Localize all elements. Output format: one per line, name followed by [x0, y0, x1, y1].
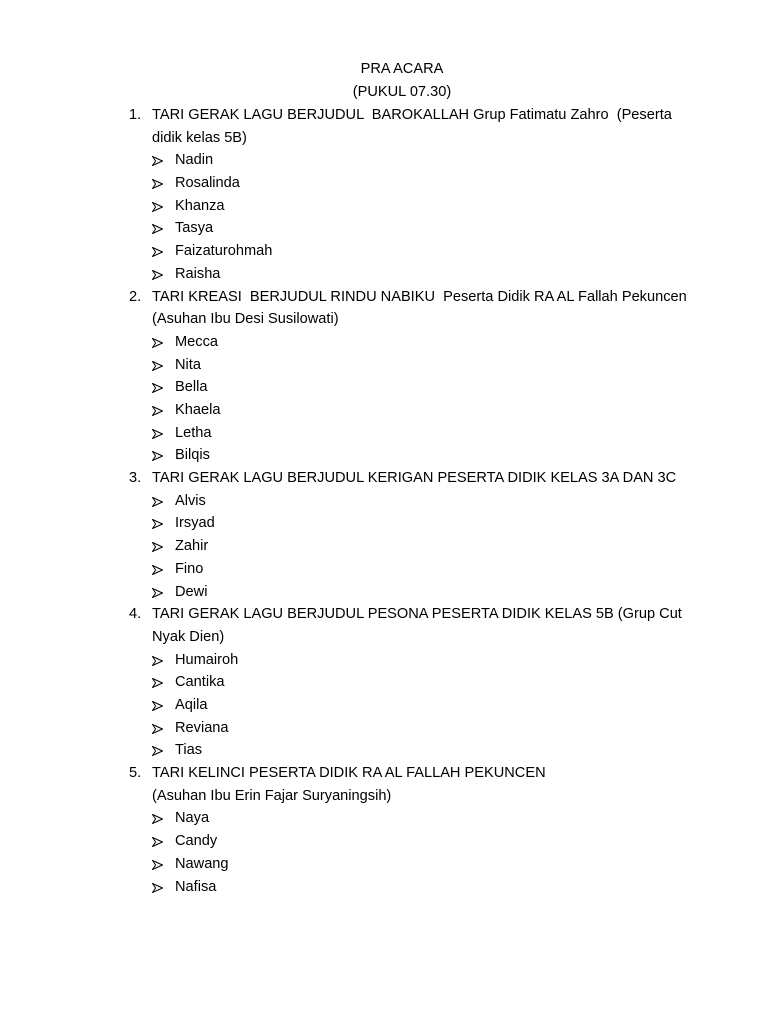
arrowhead-bullet-icon: [152, 649, 164, 672]
arrowhead-bullet-icon: [152, 535, 164, 558]
member-list-item: [0, 172, 768, 195]
member-list-item: [0, 717, 768, 740]
member-name: Bilqis: [175, 447, 210, 464]
member-list-item: [0, 535, 768, 558]
program-item: [0, 286, 768, 468]
program-item-heading: [0, 603, 768, 648]
arrowhead-bullet-icon: [152, 558, 164, 581]
member-name: Alvis: [175, 492, 206, 509]
event-time: (PUKUL 07.30): [352, 84, 452, 100]
item-number: 3.: [129, 470, 142, 487]
member-list-item: [0, 263, 768, 286]
member-name: Tasya: [175, 220, 214, 237]
member-list-item: [0, 671, 768, 694]
member-name: Mecca: [175, 333, 218, 350]
item-number: 2.: [129, 288, 142, 305]
member-name: Dewi: [175, 583, 208, 600]
member-name: Aqila: [175, 696, 208, 713]
member-list-item: [0, 581, 768, 604]
member-name: Humairoh: [175, 651, 239, 668]
arrowhead-bullet-icon: [152, 739, 164, 762]
member-list-item: [0, 149, 768, 172]
member-list-item: [0, 444, 768, 467]
member-name: Cantika: [175, 674, 225, 691]
member-list-item: [0, 331, 768, 354]
member-name: Khaela: [175, 402, 221, 418]
arrowhead-bullet-icon: [152, 399, 164, 422]
member-name: Tias: [175, 742, 203, 759]
member-list-item: [0, 354, 768, 377]
program-item: [0, 467, 768, 603]
arrowhead-bullet-icon: [152, 512, 164, 535]
member-name: Naya: [175, 810, 210, 827]
member-name: Reviana: [175, 719, 229, 736]
page-title: PRA ACARA: [360, 61, 444, 77]
program-item: [0, 603, 768, 762]
arrowhead-bullet-icon: [152, 490, 164, 513]
item-number: 1.: [129, 107, 142, 123]
arrowhead-bullet-icon: [152, 876, 164, 899]
member-list-item: [0, 739, 768, 762]
arrowhead-bullet-icon: [152, 172, 164, 195]
program-item-heading: [0, 104, 768, 149]
member-list-item: [0, 694, 768, 717]
arrowhead-bullet-icon: [152, 830, 164, 853]
arrowhead-bullet-icon: [152, 807, 164, 830]
member-name: Irsyad: [175, 515, 215, 532]
member-name: Zahir: [175, 538, 209, 555]
arrowhead-bullet-icon: [152, 422, 164, 445]
member-list-item: [0, 490, 768, 513]
member-list-item: [0, 649, 768, 672]
member-name: Nita: [175, 356, 201, 373]
member-name: Candy: [175, 833, 218, 850]
arrowhead-bullet-icon: [152, 354, 164, 377]
member-list-item: [0, 399, 768, 422]
arrowhead-bullet-icon: [152, 376, 164, 399]
item-title: TARI KREASI BERJUDUL RINDU NABIKU Peserta Didik RA AL Fallah Pekuncen (Asuhan Ibu Desi Susilowati): [152, 288, 691, 328]
member-list-item: [0, 807, 768, 830]
item-title: TARI GERAK LAGU BERJUDUL KERIGAN PESERTA DIDIK KELAS 3A DAN 3C: [152, 470, 677, 487]
program-item: [0, 762, 768, 898]
arrowhead-bullet-icon: [152, 195, 164, 218]
item-number: 5.: [129, 765, 142, 782]
member-list-item: [0, 558, 768, 581]
member-name: Raisha: [175, 265, 221, 282]
arrowhead-bullet-icon: [152, 444, 164, 467]
arrowhead-bullet-icon: [152, 149, 164, 172]
member-name: Fino: [175, 560, 204, 577]
item-title: TARI KELINCI PESERTA DIDIK RA AL FALLAH PEKUNCEN (Asuhan Ibu Erin Fajar Suryaningsih): [152, 765, 546, 804]
member-name: Nafisa: [175, 878, 217, 895]
program-item: [0, 104, 768, 286]
member-list-item: [0, 240, 768, 263]
arrowhead-bullet-icon: [152, 853, 164, 876]
arrowhead-bullet-icon: [152, 240, 164, 263]
member-list-item: [0, 376, 768, 399]
member-name: Rosalinda: [175, 175, 240, 192]
arrowhead-bullet-icon: [152, 217, 164, 240]
program-list: [0, 104, 768, 898]
arrowhead-bullet-icon: [152, 717, 164, 740]
member-list-item: [0, 876, 768, 899]
arrowhead-bullet-icon: [152, 694, 164, 717]
member-list-item: [0, 830, 768, 853]
program-item-heading: [0, 467, 768, 490]
member-list-item: [0, 512, 768, 535]
member-list-item: [0, 422, 768, 445]
member-name: Nawang: [175, 855, 229, 872]
program-item-heading: [0, 762, 768, 807]
member-list-item: [0, 217, 768, 240]
program-item-heading: [0, 286, 768, 331]
member-name: Faizaturohmah: [175, 243, 273, 260]
arrowhead-bullet-icon: [152, 331, 164, 354]
item-number: 4.: [129, 606, 142, 623]
item-title: TARI GERAK LAGU BERJUDUL BAROKALLAH Grup Fatimatu Zahro (Peserta didik kelas 5B): [152, 107, 676, 146]
member-name: Bella: [175, 379, 208, 396]
member-list-item: [0, 853, 768, 876]
member-list-item: [0, 195, 768, 218]
member-name: Letha: [175, 424, 212, 441]
item-title: TARI GERAK LAGU BERJUDUL PESONA PESERTA DIDIK KELAS 5B (Grup Cut Nyak Dien): [152, 606, 686, 645]
member-name: Khanza: [175, 197, 225, 214]
arrowhead-bullet-icon: [152, 581, 164, 604]
arrowhead-bullet-icon: [152, 263, 164, 286]
member-name: Nadin: [175, 152, 214, 169]
arrowhead-bullet-icon: [152, 671, 164, 694]
